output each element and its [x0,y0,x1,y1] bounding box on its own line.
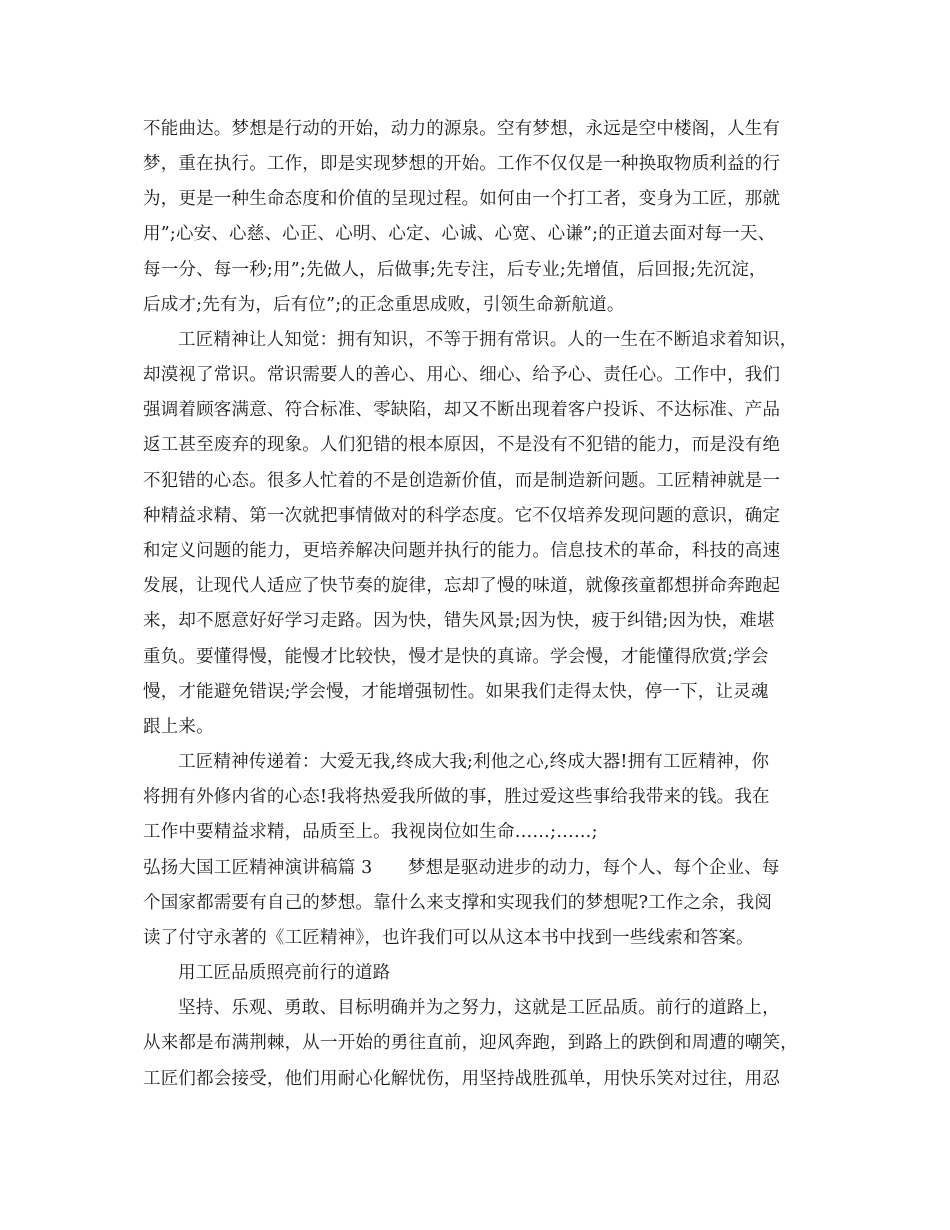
text-line: 读了付守永著的《工匠精神》，也许我们可以从这本书中找到一些线索和答案。 [143,928,754,948]
text-line: 强调着顾客满意、符合标准、零缺陷，却又不断出现着客户投诉、不达标准、产品 [143,400,781,420]
text-line: 返工甚至废弃的现象。人们犯错的根本原因，不是没有不犯错的能力，而是没有绝 [143,435,781,455]
text-line: 工匠们都会接受，他们用耐心化解忧伤，用坚持战胜孤单，用快乐笑对过往，用忍 [143,1069,781,1089]
text-line: 来，却不愿意好好学习走路。因为快，错失风景;因为快，疲于纠错;因为快，难堪 [143,611,775,631]
text-line: 从来都是布满荆棘，从一开始的勇往直前，迎风奔跑，到路上的跌倒和周遭的嘲笑， [143,1033,798,1053]
paragraph-start-line: 工匠精神传递着：大爱无我,终成大我;利他之心,终成大器!拥有工匠精神，你 [178,752,770,772]
text-line: 将拥有外修内省的心态!我将热爱我所做的事，胜过爱这些事给我带来的钱。我在 [143,787,770,807]
section-heading-line: 弘扬大国工匠精神演讲稿篇 3 梦想是驱动进步的动力，每个人、每个企业、每 [143,858,780,878]
subheading-line: 用工匠品质照亮前行的道路 [178,963,391,983]
text-line: 跟上来。 [143,717,214,737]
text-line: 工作中要精益求精，品质至上。我视岗位如生命……;……; [143,822,598,842]
text-line: 不犯错的心态。很多人忙着的不是创造新价值，而是制造新问题。工匠精神就是一 [143,471,781,491]
text-line: 种精益求精、第一次就把事情做对的科学态度。它不仅培养发现问题的意识，确定 [143,506,781,526]
text-line: 梦，重在执行。工作，即是实现梦想的开始。工作不仅仅是一种换取物质利益的行 [143,154,781,174]
text-line: 个国家都需要有自己的梦想。靠什么来支撑和实现我们的梦想呢?工作之余，我阅 [143,893,773,913]
paragraph-start-line: 坚持、乐观、勇敢、目标明确并为之努力，这就是工匠品质。前行的道路上， [178,998,780,1018]
text-line: 慢，才能避免错误;学会慢，才能增强韧性。如果我们走得太快，停一下，让灵魂 [143,682,769,702]
text-line: 却漠视了常识。常识需要人的善心、用心、细心、给予心、责任心。工作中，我们 [143,365,781,385]
text-line: 和定义问题的能力，更培养解决问题并执行的能力。信息技术的革命，科技的高速 [143,541,781,561]
text-line: 每一分、每一秒;用”;先做人，后做事;先专注，后专业;先增值，后回报;先沉淀， [143,260,767,280]
text-line: 后成才;先有为，后有位”;的正念重思成败，引领生命新航道。 [143,295,625,315]
text-line: 为，更是一种生命态度和价值的呈现过程。如何由一个打工者，变身为工匠，那就 [143,189,781,209]
paragraph-start-line: 工匠精神让人知觉：拥有知识，不等于拥有常识。人的一生在不断追求着知识， [178,330,798,350]
text-line: 发展，让现代人适应了快节奏的旋律，忘却了慢的味道，就像孩童都想拼命奔跑起 [143,576,781,596]
text-line: 用”;心安、心慈、心正、心明、心定、心诚、心宽、心谦”;的正道去面对每一天、 [143,224,776,244]
text-line: 不能曲达。梦想是行动的开始，动力的源泉。空有梦想，永远是空中楼阁，人生有 [143,119,781,139]
text-line: 重负。要懂得慢，能慢才比较快，慢才是快的真谛。学会慢，才能懂得欣赏;学会 [143,647,769,667]
